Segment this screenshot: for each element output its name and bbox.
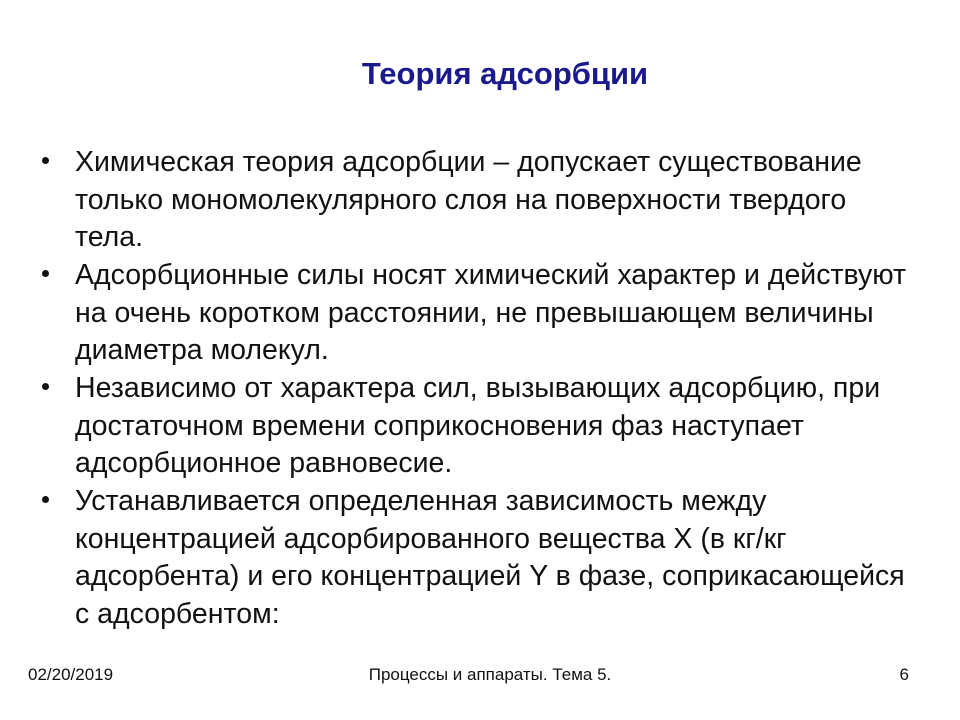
bullet-item [34, 257, 914, 370]
bullet-icon [42, 496, 49, 503]
bullet-icon [42, 383, 49, 390]
bullet-item [34, 483, 914, 633]
bullet-icon [42, 270, 49, 277]
bullet-text: Химическая теория адсорбции – допускает существование только мономолекулярного слоя на поверхности твердого тела. [75, 146, 862, 253]
page-number: 6 [899, 665, 909, 684]
bullet-icon [42, 157, 49, 164]
bullet-item [34, 144, 914, 257]
slide-title: Теория адсорбции [361, 56, 649, 91]
bullet-text: Адсорбционные силы носят химический характер и действуют на очень коротком расстоянии, не превышающем величины диаметра молекул. [75, 259, 907, 366]
bullet-text: Независимо от характера сил, вызывающих адсорбцию, при достаточном времени соприкосновения фаз наступает адсорбционное равновесие. [75, 372, 881, 479]
footer-date: 02/20/2019 [28, 665, 114, 684]
bullet-list [34, 144, 914, 633]
footer-title: Процессы и аппараты. Тема 5. [368, 665, 612, 684]
bullet-text: Устанавливается определенная зависимость между концентрацией адсорбированного вещества X (в кг/кг адсорбента) и его концентрацией Y в фазе, соприкасающейся с адсорбентом: [75, 485, 905, 630]
bullet-item [34, 370, 914, 483]
